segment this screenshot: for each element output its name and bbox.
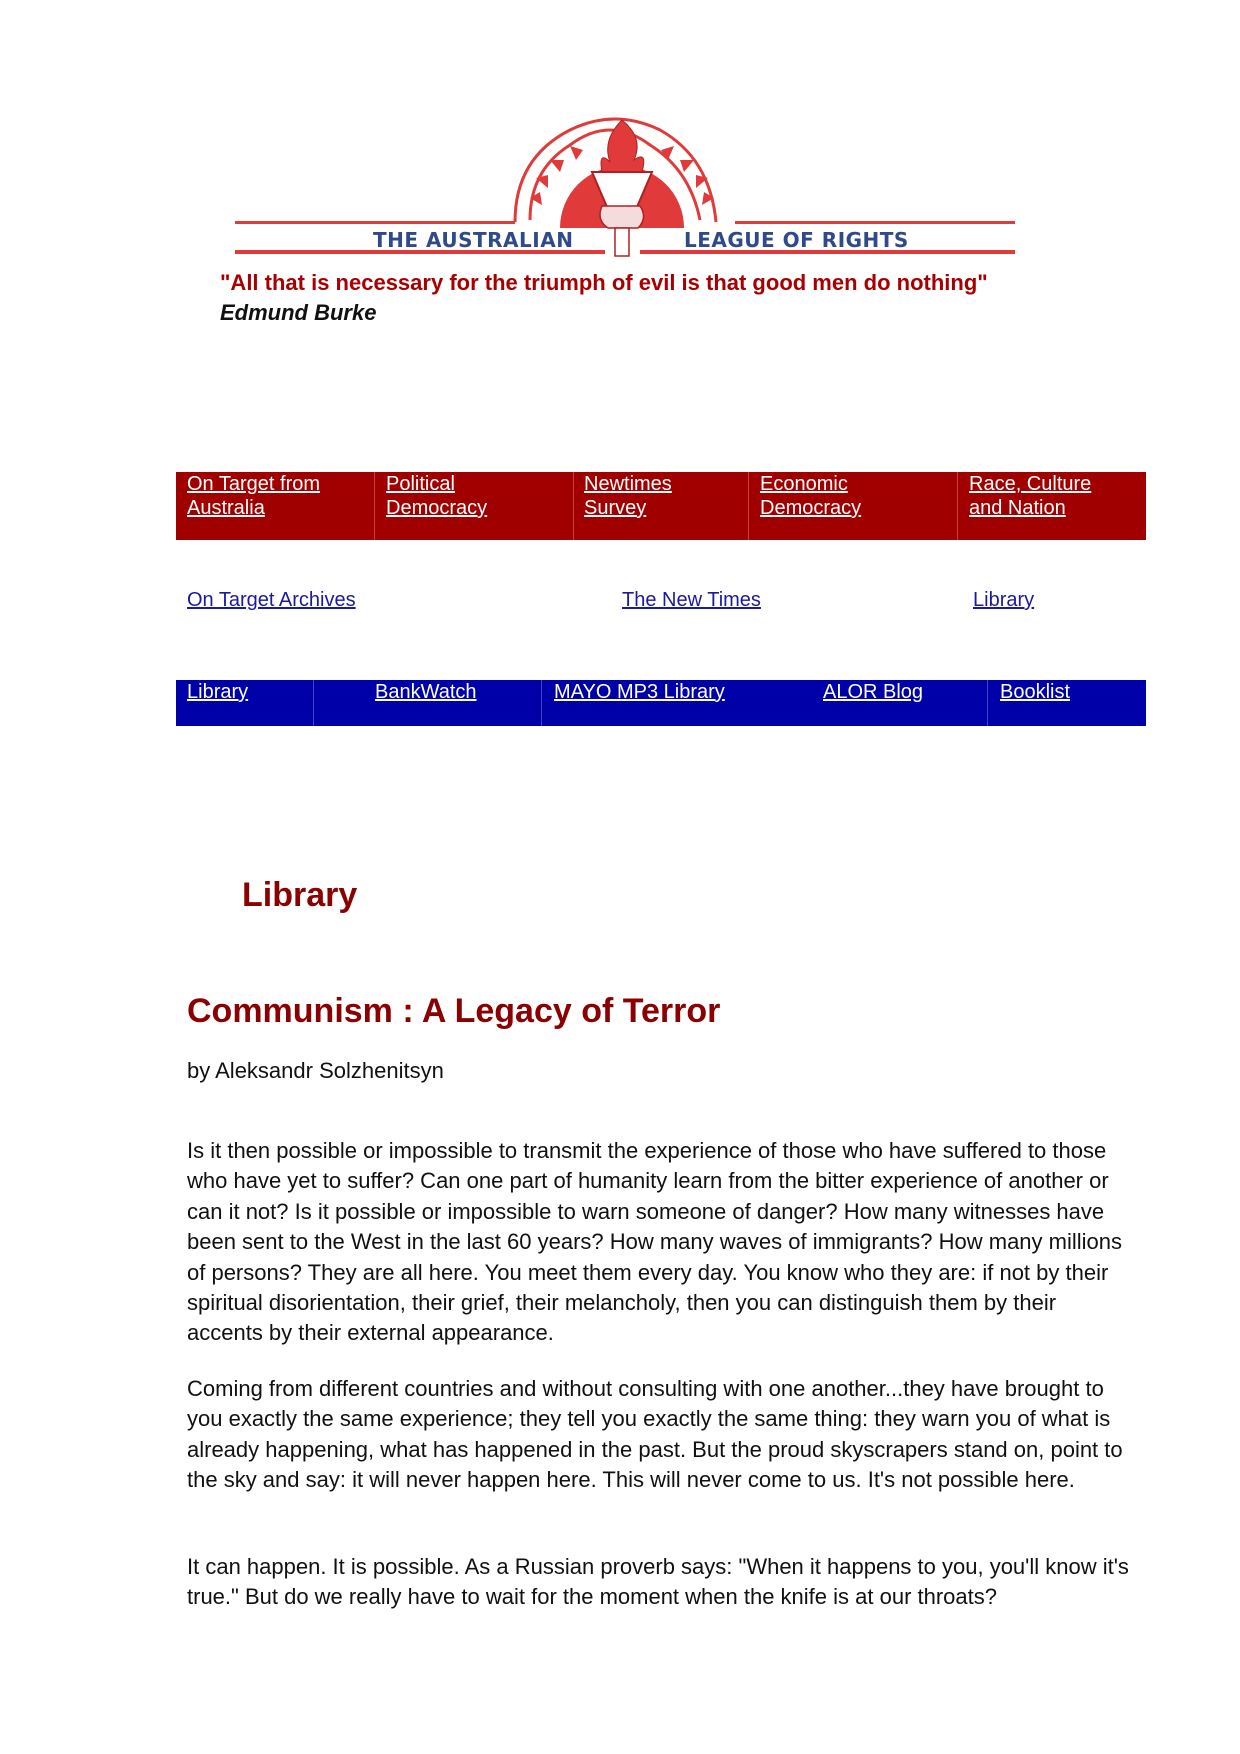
article-paragraph: Is it then possible or impossible to transmit the experience of those who have suffered to those who have yet to suffer? Can one part of humanity learn from the bitter experience of another or can it not? Is it possible or impossible to warn someone of danger? How many witnesses have been sent to the West in the last 60 years? How many waves of immigrants? How many millions of persons? They are all here. You meet them every day. You know who they are: if not by their spiritual disorientation, their grief, their melancholy, then you can distinguish them by their accents by their external appearance. [187,1138,1122,1346]
nav-label-line1: Race, Culture [969,473,1092,495]
league-banner-logo [230,110,1020,270]
nav-race-culture-nation[interactable] [969,472,1091,520]
nav-divider [313,680,314,726]
nav-divider [987,680,988,726]
nav-bankwatch[interactable]: BankWatch [375,681,477,703]
nav-label-line1: Political [386,473,455,495]
article-title: Communism : A Legacy of Terror [187,992,721,1030]
article-byline: by Aleksandr Solzhenitsyn [187,1058,444,1083]
header-quote: "All that is necessary for the triumph of evil is that good men do nothing" [220,270,988,295]
nav-label-line2: and Nation [969,497,1066,519]
nav-mayo-mp3-library[interactable]: MAYO MP3 Library [554,681,725,703]
nav-political-democracy[interactable] [386,472,487,520]
nav-divider [748,472,749,540]
nav-label-line2: Australia [187,497,265,519]
nav-divider [573,472,574,540]
nav-label-line1: Newtimes [584,473,672,495]
article-paragraph: It can happen. It is possible. As a Russian proverb says: "When it happens to you, you'll know it's true." But do we really have to wait for the moment when the knife is at our throats? [187,1554,1129,1610]
banner-text-left: THE AUSTRALIAN [373,228,574,252]
quote-author: Edmund Burke [220,300,377,325]
nav-alor-blog[interactable]: ALOR Blog [823,681,924,703]
section-title: Library [242,876,358,914]
nav-label-line1: Economic [760,473,848,495]
nav-label-line2: Survey [584,497,647,519]
primary-nav-bar [176,472,1146,540]
nav-newtimes-survey[interactable] [584,472,672,520]
nav-label-line1: On Target from [187,473,321,495]
nav-label-line2: Democracy [760,497,862,519]
link-library[interactable]: Library [973,589,1035,611]
article-paragraph: Coming from different countries and without consulting with one another...they have brought to you exactly the same experience; they tell you exactly the same thing: they warn you of what is already happening, what has happened in the past. But the proud skyscrapers stand on, point to the sky and say: it will never happen here. This will never come to us. It's not possible here. [187,1376,1123,1493]
nav-economic-democracy[interactable] [760,472,861,520]
tertiary-nav-bar [176,680,1146,726]
secondary-links [176,588,1146,618]
banner-text-right: LEAGUE OF RIGHTS [684,228,909,252]
nav-on-target-australia[interactable] [187,472,320,520]
nav-label-line2: Democracy [386,497,488,519]
nav-library[interactable]: Library [187,681,249,703]
nav-divider [957,472,958,540]
nav-divider [541,680,542,726]
nav-booklist[interactable]: Booklist [1000,681,1071,703]
link-the-new-times[interactable]: The New Times [622,589,761,611]
nav-divider [374,472,375,540]
link-on-target-archives[interactable]: On Target Archives [187,589,356,611]
